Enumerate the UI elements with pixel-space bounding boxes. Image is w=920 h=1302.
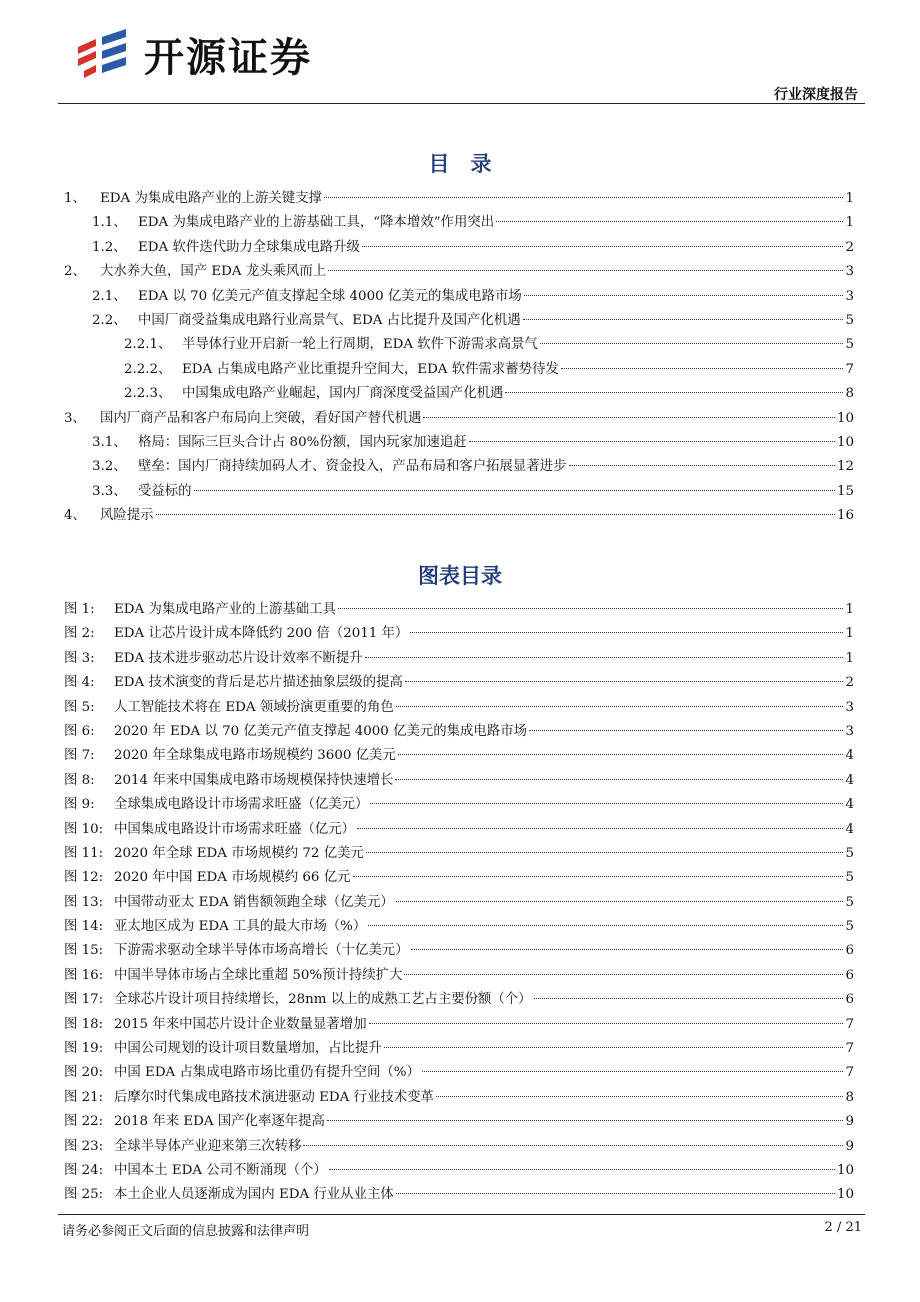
figure-caption: 中国 EDA 占集成电路市场比重仍有提升空间（%） [114, 1065, 420, 1081]
toc-entry-number: 1.1、 [92, 215, 127, 231]
page-number: 5 [845, 894, 854, 910]
figure-caption: 下游需求驱动全球半导体市场高增长（十亿美元） [114, 943, 409, 959]
figure-list-item[interactable] [64, 598, 854, 622]
dot-leader [366, 852, 844, 853]
dot-leader [422, 1071, 844, 1072]
page-number: 10 [836, 434, 854, 450]
figure-list [64, 598, 854, 1208]
dot-leader [357, 828, 843, 829]
page-number: 10 [836, 410, 854, 426]
dot-leader [324, 197, 844, 198]
figure-list-item[interactable] [64, 1159, 854, 1183]
toc-entry-title: 受益标的 [138, 483, 192, 499]
dot-leader [496, 221, 843, 222]
figure-list-item[interactable] [64, 891, 854, 915]
figure-list-item[interactable] [64, 793, 854, 817]
figure-number: 图 24: [64, 1162, 104, 1178]
figure-caption: 2020 年中国 EDA 市场规模约 66 亿元 [114, 870, 351, 886]
toc-entry[interactable] [64, 358, 854, 382]
figure-caption: EDA 技术进步驱动芯片设计效率不断提升 [114, 650, 363, 666]
toc-entry[interactable] [64, 211, 854, 235]
toc-entry[interactable] [64, 382, 854, 406]
toc-entry[interactable] [64, 431, 854, 455]
figure-list-item[interactable] [64, 964, 854, 988]
figure-caption: EDA 为集成电路产业的上游基础工具 [114, 602, 336, 617]
figure-number: 图 2: [64, 626, 95, 642]
dot-leader [303, 1145, 843, 1146]
dot-leader [156, 514, 835, 515]
page-number: 8 [845, 386, 854, 402]
toc-entry[interactable] [64, 187, 854, 211]
page-number: 1 [845, 650, 854, 666]
figure-number: 图 9: [64, 797, 95, 813]
page-number: 3 [845, 264, 854, 280]
figure-list-item[interactable] [64, 622, 854, 646]
toc-entry-title: 中国集成电路产业崛起，国内厂商深度受益国产化机遇 [182, 386, 504, 402]
page-number: 6 [845, 943, 854, 959]
dot-leader [369, 1023, 844, 1024]
page-number: 5 [845, 919, 854, 935]
figure-caption: 2014 年来中国集成电路市场规模保持快速增长 [114, 772, 394, 788]
toc-entry-number: 2.2.3、 [124, 386, 172, 402]
toc-entry-title: EDA 软件迭代助力全球集成电路升级 [138, 239, 360, 255]
figure-number: 图 22: [64, 1114, 104, 1130]
dot-leader [398, 754, 844, 755]
page-number: 3 [845, 723, 854, 739]
figure-list-item[interactable] [64, 1013, 854, 1037]
figure-number: 图 23: [64, 1138, 104, 1154]
dot-leader [328, 270, 843, 271]
figure-list-item[interactable] [64, 818, 854, 842]
page-number: 5 [845, 312, 854, 328]
figure-list-item[interactable] [64, 1086, 854, 1110]
figure-list-item[interactable] [64, 915, 854, 939]
figure-number: 图 3: [64, 650, 95, 666]
figure-caption: 2020 年全球 EDA 市场规模约 72 亿美元 [114, 845, 364, 861]
figure-number: 图 15: [64, 943, 104, 959]
dot-leader [540, 343, 844, 344]
header-divider [58, 103, 865, 104]
page-number: 4 [845, 821, 854, 837]
dot-leader [436, 1096, 844, 1097]
figure-list-title: 图表目录 [418, 564, 502, 588]
dot-leader [353, 876, 844, 877]
dot-leader [404, 974, 843, 975]
page-number: 7 [845, 1041, 854, 1057]
figure-caption: 2020 年 EDA 以 70 亿美元产值支撑起 4000 亿美元的集成电路市场 [114, 723, 527, 739]
toc-entry[interactable] [64, 236, 854, 260]
figure-list-item[interactable] [64, 671, 854, 695]
dot-leader [395, 779, 843, 780]
company-name: 开源证券 [144, 35, 312, 81]
figure-list-item[interactable] [64, 1061, 854, 1085]
figure-caption: 中国公司规划的设计项目数量增加，占比提升 [114, 1041, 382, 1057]
page-number: 4 [845, 748, 854, 764]
toc-title: 目 录 [428, 152, 492, 176]
figure-caption: 亚太地区成为 EDA 工具的最大市场（%） [114, 919, 367, 935]
figure-list-item[interactable] [64, 696, 854, 720]
footer-divider [58, 1214, 865, 1215]
dot-leader [362, 246, 844, 247]
toc-entry-number: 2.1、 [92, 288, 127, 304]
toc-entry-number: 1.2、 [92, 239, 127, 255]
page-number: 2 [845, 239, 854, 255]
toc-entry-title: 半导体行业开启新一轮上行周期，EDA 软件下游需求高景气 [182, 337, 538, 353]
toc-entry-title: EDA 为集成电路产业的上游基础工具，“降本增效”作用突出 [138, 215, 495, 231]
page-number: 1 [845, 602, 854, 617]
figure-list-item[interactable] [64, 1183, 854, 1207]
figure-number: 图 16: [64, 967, 104, 983]
page-number: 10 [836, 1162, 854, 1178]
page-number: 6 [845, 992, 854, 1008]
report-type-label: 行业深度报告 [774, 87, 858, 103]
toc-entry[interactable] [64, 285, 854, 309]
figure-number: 图 17: [64, 992, 104, 1008]
figure-number: 图 25: [64, 1187, 104, 1203]
figure-caption: EDA 让芯片设计成本降低约 200 倍（2011 年） [114, 626, 409, 642]
toc-entry-title: 大水养大鱼，国产 EDA 龙头乘风而上 [100, 264, 327, 280]
toc-entry-number: 2、 [64, 264, 86, 280]
figure-caption: 中国本土 EDA 公司不断涌现（个） [114, 1162, 327, 1178]
figure-caption: 本土企业人员逐渐成为国内 EDA 行业从业主体 [114, 1187, 394, 1203]
figure-number: 图 21: [64, 1089, 104, 1105]
dot-leader [529, 730, 843, 731]
figure-caption: 全球芯片设计项目持续增长，28nm 以上的成熟工艺占主要份额（个） [114, 992, 532, 1008]
page-indicator: 2 / 21 [824, 1220, 862, 1235]
toc-entry-title: EDA 为集成电路产业的上游关键支撑 [100, 191, 322, 206]
page-number: 4 [845, 772, 854, 788]
page-number: 9 [845, 1138, 854, 1154]
figure-caption: 2020 年全球集成电路市场规模约 3600 亿美元 [114, 748, 396, 764]
figure-number: 图 11: [64, 845, 104, 861]
dot-leader [561, 368, 844, 369]
figure-list-item[interactable] [64, 988, 854, 1012]
figure-list-item[interactable] [64, 744, 854, 768]
figure-caption: 中国集成电路设计市场需求旺盛（亿元） [114, 821, 356, 837]
figure-caption: 全球半导体产业迎来第三次转移 [114, 1138, 302, 1154]
figure-number: 图 5: [64, 699, 95, 715]
toc-entry-number: 2.2、 [92, 312, 127, 328]
page-number: 1 [845, 215, 854, 231]
page-number: 1 [845, 191, 854, 206]
page-number: 12 [836, 459, 854, 475]
toc-entry-number: 2.2.2、 [124, 361, 172, 377]
toc-entry[interactable] [64, 480, 854, 504]
page-number: 5 [845, 337, 854, 353]
page-number: 8 [845, 1089, 854, 1105]
dot-leader [327, 1120, 844, 1121]
figure-caption: 2015 年来中国芯片设计企业数量显著增加 [114, 1016, 367, 1032]
toc-entry-title: 中国厂商受益集成电路行业高景气、EDA 占比提升及国产化机遇 [138, 312, 521, 328]
toc-entry[interactable] [64, 455, 854, 479]
figure-caption: 人工智能技术将在 EDA 领域扮演更重要的角色 [114, 699, 394, 715]
toc-entry[interactable] [64, 309, 854, 333]
figure-list-item[interactable] [64, 939, 854, 963]
toc-entry-title: 风险提示 [100, 508, 154, 524]
figure-number: 图 10: [64, 821, 104, 837]
toc-entry-number: 1、 [64, 191, 86, 206]
dot-leader [523, 319, 844, 320]
dot-leader [469, 441, 835, 442]
toc-entry-number: 3、 [64, 410, 86, 426]
dot-leader [329, 1169, 835, 1170]
toc-entry-number: 3.3、 [92, 483, 127, 499]
page-header [0, 0, 920, 105]
dot-leader [384, 1047, 844, 1048]
toc-entry[interactable] [64, 407, 854, 431]
toc-entry-number: 3.1、 [92, 434, 127, 450]
dot-leader [338, 608, 844, 609]
page-number: 16 [836, 508, 854, 524]
page-number: 10 [836, 1187, 854, 1203]
dot-leader [368, 925, 843, 926]
dot-leader [396, 901, 844, 902]
page-number: 7 [845, 1016, 854, 1032]
dot-leader [534, 998, 844, 999]
page-number: 5 [845, 870, 854, 886]
figure-list-item[interactable] [64, 720, 854, 744]
dot-leader [524, 295, 844, 296]
figure-number: 图 12: [64, 870, 104, 886]
toc-entry-title: EDA 以 70 亿美元产值支撑起全球 4000 亿美元的集成电路市场 [138, 288, 522, 304]
dot-leader [411, 949, 844, 950]
logo-mark-icon [74, 29, 132, 81]
page-number: 3 [845, 699, 854, 715]
figure-caption: 后摩尔时代集成电路技术演进驱动 EDA 行业技术变革 [114, 1089, 434, 1105]
toc-entry-title: EDA 占集成电路产业比重提升空间大，EDA 软件需求蓄势待发 [182, 361, 559, 377]
figure-number: 图 18: [64, 1016, 104, 1032]
figure-caption: 中国带动亚太 EDA 销售额领跑全球（亿美元） [114, 894, 394, 910]
figure-number: 图 13: [64, 894, 104, 910]
page-number: 2 [845, 675, 854, 691]
page-number: 1 [845, 626, 854, 642]
figure-number: 图 19: [64, 1041, 104, 1057]
toc-entry-title: 格局：国际三巨头合计占 80%份额，国内玩家加速追赶 [138, 434, 467, 450]
toc-entry-number: 4、 [64, 508, 86, 524]
table-of-contents [64, 187, 854, 528]
toc-entry[interactable] [64, 333, 854, 357]
figure-number: 图 1: [64, 602, 95, 617]
page-number: 4 [845, 797, 854, 813]
figure-list-item[interactable] [64, 1110, 854, 1134]
company-logo [74, 26, 312, 83]
page-number: 3 [845, 288, 854, 304]
page-number: 7 [845, 361, 854, 377]
toc-entry-title: 壁垒：国内厂商持续加码人才、资金投入，产品布局和客户拓展显著进步 [138, 459, 567, 475]
page-number: 6 [845, 967, 854, 983]
figure-list-item[interactable] [64, 1037, 854, 1061]
figure-number: 图 4: [64, 675, 95, 691]
figure-list-item[interactable] [64, 769, 854, 793]
dot-leader [423, 417, 835, 418]
page-number: 5 [845, 845, 854, 861]
figure-number: 图 6: [64, 723, 95, 739]
toc-entry[interactable] [64, 504, 854, 528]
figure-caption: 全球集成电路设计市场需求旺盛（亿美元） [114, 797, 369, 813]
dot-leader [405, 681, 844, 682]
figure-caption: 2018 年来 EDA 国产化率逐年提高 [114, 1114, 325, 1130]
figure-list-item[interactable] [64, 1135, 854, 1159]
figure-list-item[interactable] [64, 866, 854, 890]
dot-leader [194, 490, 835, 491]
dot-leader [365, 657, 844, 658]
page-number: 15 [836, 483, 854, 499]
figure-list-item[interactable] [64, 647, 854, 671]
figure-number: 图 8: [64, 772, 95, 788]
toc-entry-number: 2.2.1、 [124, 337, 172, 353]
dot-leader [569, 465, 835, 466]
dot-leader [505, 392, 843, 393]
figure-caption: 中国半导体市场占全球比重超 50%预计持续扩大 [114, 967, 403, 983]
dot-leader [410, 632, 843, 633]
figure-caption: EDA 技术演变的背后是芯片描述抽象层级的提高 [114, 675, 403, 691]
page-number: 9 [845, 1114, 854, 1130]
dot-leader [396, 1193, 835, 1194]
toc-entry-number: 3.2、 [92, 459, 127, 475]
toc-entry-title: 国内厂商产品和客户布局向上突破，看好国产替代机遇 [100, 410, 422, 426]
dot-leader [396, 706, 844, 707]
figure-number: 图 20: [64, 1065, 104, 1081]
figure-number: 图 14: [64, 919, 104, 935]
page-number: 7 [845, 1065, 854, 1081]
footer-disclaimer: 请务必参阅正文后面的信息披露和法律声明 [62, 1224, 310, 1239]
figure-list-item[interactable] [64, 842, 854, 866]
toc-entry[interactable] [64, 260, 854, 284]
dot-leader [370, 803, 843, 804]
figure-number: 图 7: [64, 748, 95, 764]
